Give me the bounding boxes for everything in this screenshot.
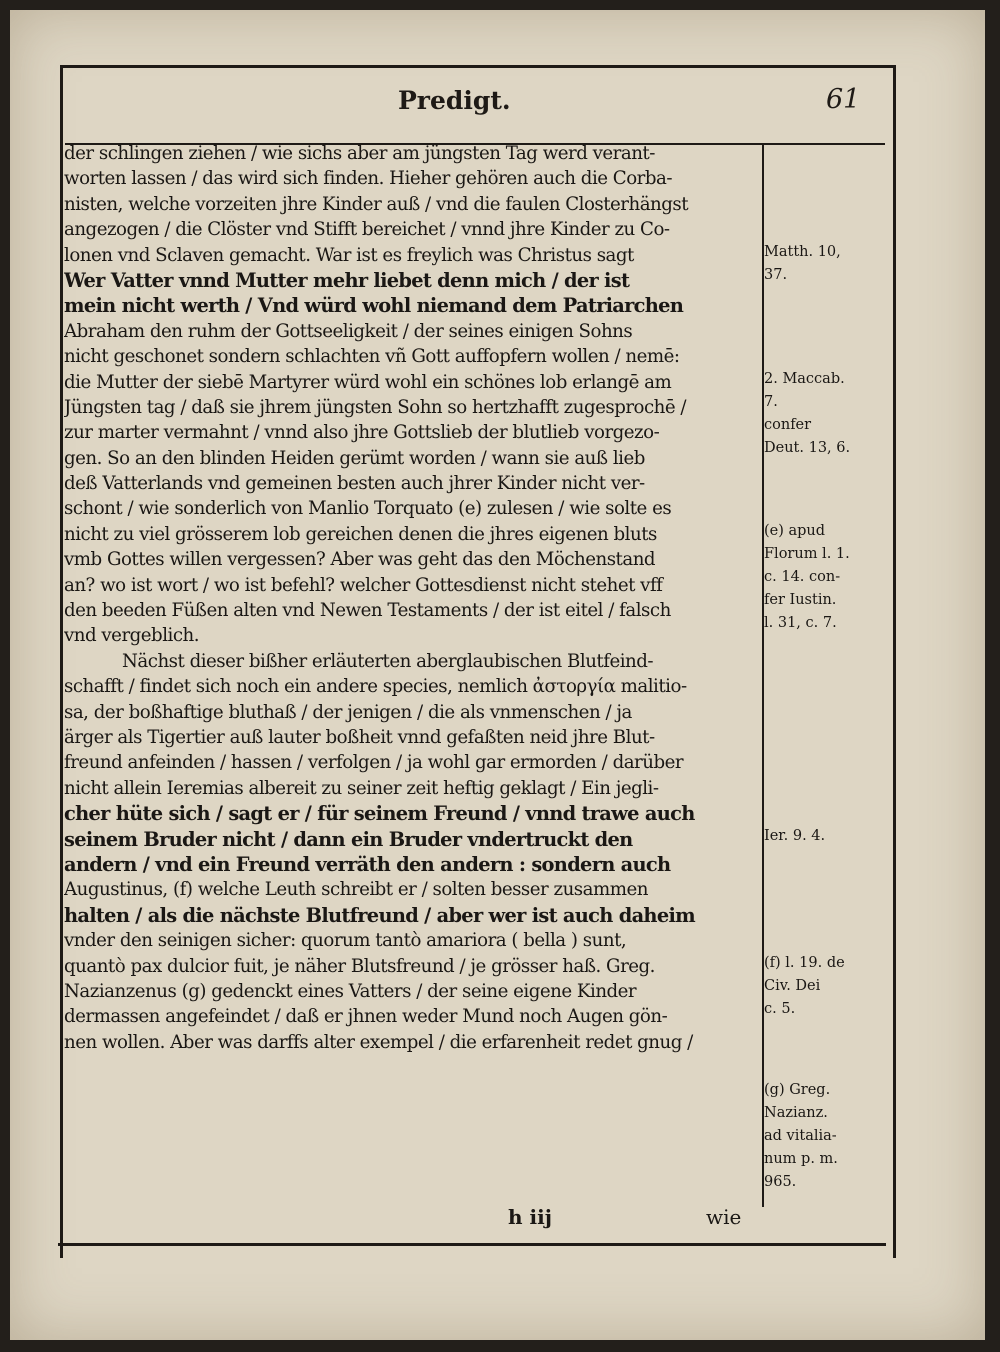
text-line: die Mutter der siebē Martyrer würd wohl ein schönes lob erlangē am xyxy=(64,371,672,393)
text-line: sa, der boßhaftige bluthaß / der jenigen / die als vnmenschen / ja xyxy=(64,701,632,723)
text-line: vnd vergeblich. xyxy=(64,625,200,647)
text-line: zur marter vermahnt / vnnd also jhre Gottslieb der blutlieb vorgezo- xyxy=(64,422,660,444)
text-line: Augustinus, (f) welche Leuth schreibt er / solten besser zusammen xyxy=(64,879,648,901)
text-line: vmb Gottes willen vergessen? Aber was geht das den Möchenstand xyxy=(64,549,656,571)
text-line: worten lassen / das wird sich finden. Hieher gehören auch die Corba- xyxy=(64,168,672,190)
margin-column-rule xyxy=(762,145,764,1207)
text-line: halten / als die nächste Blutfreund / aber wer ist auch daheim xyxy=(64,903,695,927)
text-line: Nächst dieser bißher erläuterten aberglaubischen Blutfeind- xyxy=(122,650,654,672)
text-line: nicht allein Ieremias albereit zu seiner zeit heftig geklagt / Ein jegli- xyxy=(64,777,659,799)
text-line: freund anfeinden / hassen / verfolgen / ja wohl gar ermorden / darüber xyxy=(64,752,684,774)
text-line: gen. So an den blinden Heiden gerümt worden / wann sie auß lieb xyxy=(64,447,645,469)
margin-note: Matth. 10, 37. xyxy=(764,243,841,283)
text-line: Jüngsten tag / daß sie jhrem jüngsten Sohn so hertzhafft zugesprochē / xyxy=(64,396,687,418)
text-line: Wer Vatter vnnd Mutter mehr liebet denn mich / der ist xyxy=(64,268,630,292)
text-line: nicht geschonet sondern schlachten vñ Gott auffopfern wollen / nemē: xyxy=(64,346,680,368)
text-line: schont / wie sonderlich von Manlio Torquato (e) zulesen / wie solte es xyxy=(64,498,672,520)
text-line: der schlingen ziehen / wie sichs aber am jüngsten Tag werd verant- xyxy=(64,143,655,164)
margin-note: (f) l. 19. de Civ. Dei c. 5. xyxy=(764,954,845,1017)
text-line: nisten, welche vorzeiten jhre Kinder auß / vnd die faulen Closterhängst xyxy=(64,193,689,215)
text-line: nen wollen. Aber was darffs alter exempel / die erfarenheit redet gnug / xyxy=(64,1031,693,1053)
text-line: vnder den seinigen sicher: quorum tantò amariora ( bella ) sunt, xyxy=(64,930,627,952)
running-head: Predigt. xyxy=(398,86,511,115)
text-line: Nazianzenus (g) gedenckt eines Vatters / der seine eigene Kinder xyxy=(64,980,637,1002)
margin-note: (e) apud Florum l. 1. c. 14. con- fer Iustin. l. 31, c. 7. xyxy=(764,523,850,631)
page-number: 61 xyxy=(826,84,861,115)
text-line: deß Vatterlands vnd gemeinen besten auch jhrer Kinder nicht ver- xyxy=(64,473,645,495)
text-line: schafft / findet sich noch ein andere species, nemlich ἀστοργία malitio- xyxy=(64,676,687,698)
text-line: an? wo ist wort / wo ist befehl? welcher Gottesdienst nicht stehet vff xyxy=(64,574,663,596)
text-line: Abraham den ruhm der Gottseeligkeit / der seines einigen Sohns xyxy=(64,320,633,342)
text-line: angezogen / die Clöster vnd Stifft bereichet / vnnd jhre Kinder zu Co- xyxy=(64,219,670,241)
margin-note: (g) Greg. Nazianz. ad vitalia- num p. m. 965. xyxy=(764,1081,838,1190)
text-line: cher hüte sich / sagt er / für seinem Freund / vnnd trawe auch xyxy=(64,802,695,826)
text-line: nicht zu viel grösserem lob gereichen denen die jhres eigenen bluts xyxy=(64,523,657,545)
text-line: seinem Bruder nicht / dann ein Bruder vndertruckt den xyxy=(64,827,633,851)
text-line: quantò pax dulcior fuit, je näher Blutsfreund / je grösser haß. Greg. xyxy=(64,955,655,977)
signature-mark: h iij xyxy=(508,1205,552,1229)
margin-note: 2. Maccab. 7. confer Deut. 13, 6. xyxy=(764,370,851,456)
text-line: den beeden Füßen alten vnd Newen Testaments / der ist eitel / falsch xyxy=(64,600,671,622)
margin-note: Ier. 9. 4. xyxy=(764,827,826,844)
text-line: lonen vnd Sclaven gemacht. War ist es freylich was Christus sagt xyxy=(64,244,634,266)
page-frame-bottom xyxy=(58,1243,886,1246)
main-text-block xyxy=(64,141,748,1055)
text-line: mein nicht werth / Vnd würd wohl niemand dem Patriarchen xyxy=(64,294,684,318)
text-line: andern / vnd ein Freund verräth den andern : sondern auch xyxy=(64,852,671,876)
text-line: ärger als Tigertier auß lauter boßheit vnnd gefaßten neid jhre Blut- xyxy=(64,726,655,748)
text-line: dermassen angefeindet / daß er jhnen weder Mund noch Augen gön- xyxy=(64,1006,668,1028)
catchword: wie xyxy=(706,1205,742,1229)
